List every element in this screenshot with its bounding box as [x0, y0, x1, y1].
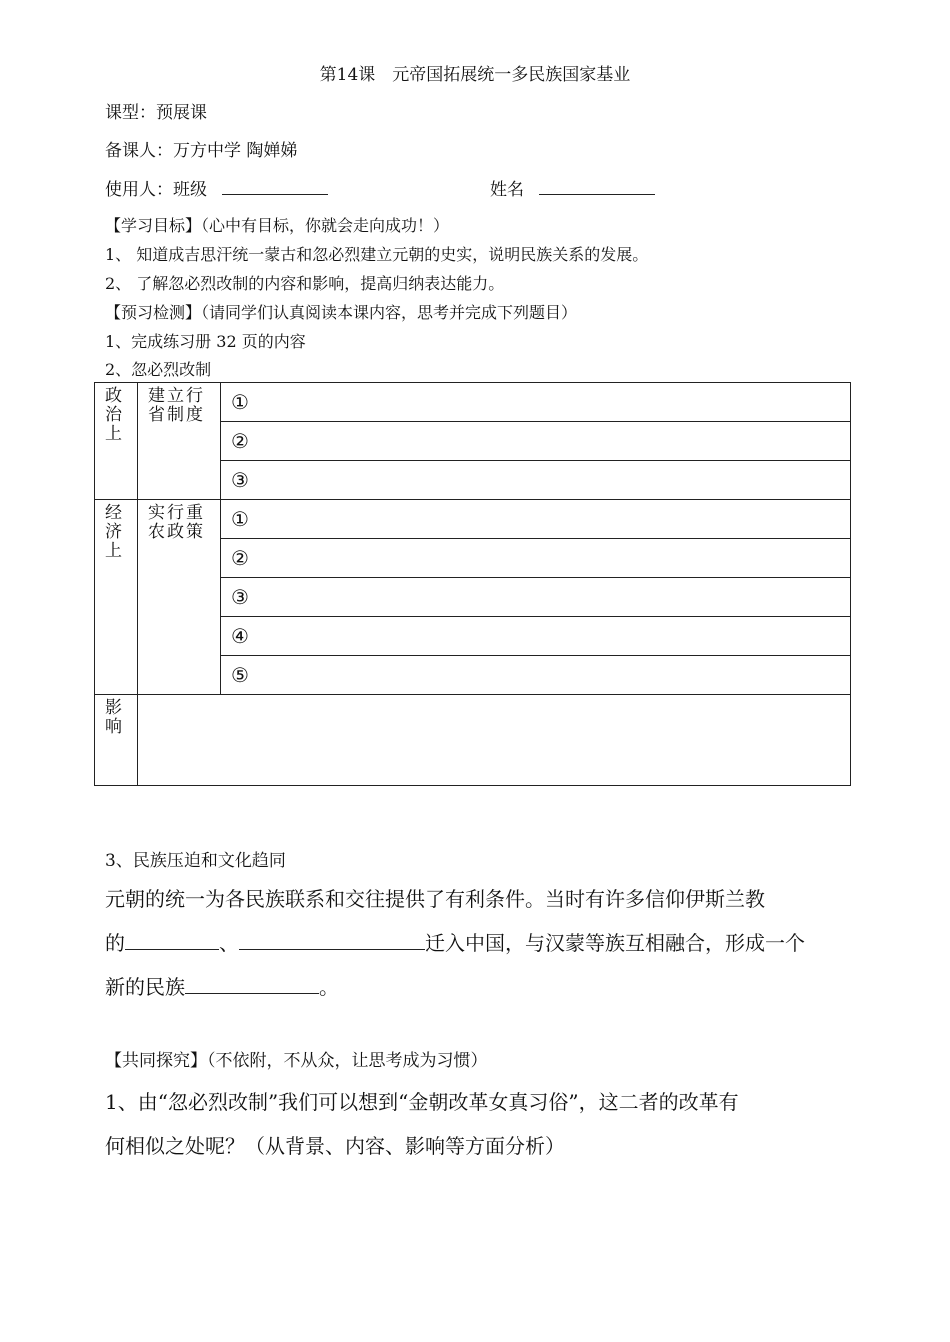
influence-answer[interactable] — [138, 695, 851, 786]
page-title: 第14课 元帝国拓展统一多民族国家基业 — [319, 65, 631, 85]
economy-row-2[interactable]: ② — [221, 539, 851, 578]
explore-line-1: 1、由“忽必烈改制”我们可以想到“金朝改革女真习俗”，这二者的改革有 — [105, 1090, 739, 1114]
section3-line2-sep: 、 — [219, 931, 239, 955]
explore-heading: 【共同探究】（不依附，不从众，让思考成为习惯） — [105, 1051, 488, 1071]
class-field — [105, 175, 328, 200]
economy-cell — [95, 500, 138, 695]
economy-label: 经济上 — [105, 503, 122, 561]
politics-sub: 建立行省制度 — [148, 386, 205, 425]
politics-cell — [95, 383, 138, 500]
blank-3[interactable] — [185, 992, 319, 994]
class-blank[interactable] — [222, 193, 328, 195]
preparer: 备课人：万方中学 陶婵娣 — [105, 141, 298, 161]
economy-row-4[interactable]: ④ — [221, 617, 851, 656]
preview-item-1: 1、完成练习册 32 页的内容 — [105, 332, 306, 351]
section3-line-1: 元朝的统一为各民族联系和交往提供了有利条件。当时有许多信仰伊斯兰教 — [105, 887, 765, 911]
lesson-type: 课型：预展课 — [105, 103, 207, 123]
politics-label: 政治上 — [105, 386, 122, 444]
explore-line-2: 何相似之处呢？（从背景、内容、影响等方面分析） — [105, 1134, 565, 1158]
economy-sub: 实行重农政策 — [148, 503, 205, 542]
influence-cell — [95, 695, 138, 786]
section3-line3-end: 。 — [319, 975, 339, 999]
section3-heading: 3、民族压迫和文化趋同 — [105, 851, 286, 871]
section3-line-3 — [105, 971, 339, 1000]
blank-2[interactable] — [239, 948, 425, 950]
blank-1[interactable] — [125, 948, 219, 950]
class-label: 使用人：班级 — [105, 180, 207, 200]
economy-row-5[interactable]: ⑤ — [221, 656, 851, 695]
politics-row-1[interactable]: ① — [221, 383, 851, 422]
name-blank[interactable] — [539, 193, 655, 195]
goal-item-2: 2、 了解忽必烈改制的内容和影响，提高归纳表达能力。 — [105, 274, 505, 293]
goal-item-1: 1、 知道成吉思汗统一蒙古和忽必烈建立元朝的史实，说明民族关系的发展。 — [105, 245, 649, 264]
politics-row-3[interactable]: ③ — [221, 461, 851, 500]
economy-row-1[interactable]: ① — [221, 500, 851, 539]
politics-sub-cell — [138, 383, 221, 500]
section3-line2-end: 迁入中国，与汉蒙等族互相融合，形成一个 — [425, 931, 805, 955]
section3-line-2 — [105, 927, 805, 956]
section3-line3-start: 新的民族 — [105, 975, 185, 999]
preview-heading: 【预习检测】（请同学们认真阅读本课内容，思考并完成下列题目） — [105, 303, 578, 322]
influence-label: 影响 — [105, 698, 122, 737]
economy-row-3[interactable]: ③ — [221, 578, 851, 617]
goals-heading: 【学习目标】（心中有目标，你就会走向成功！） — [105, 216, 450, 235]
politics-row-2[interactable]: ② — [221, 422, 851, 461]
economy-sub-cell — [138, 500, 221, 695]
name-label: 姓名 — [490, 180, 524, 200]
reform-table — [94, 382, 851, 786]
section3-line2-start: 的 — [105, 931, 125, 955]
name-field — [490, 175, 655, 200]
preview-item-2: 2、忽必烈改制 — [105, 360, 212, 379]
